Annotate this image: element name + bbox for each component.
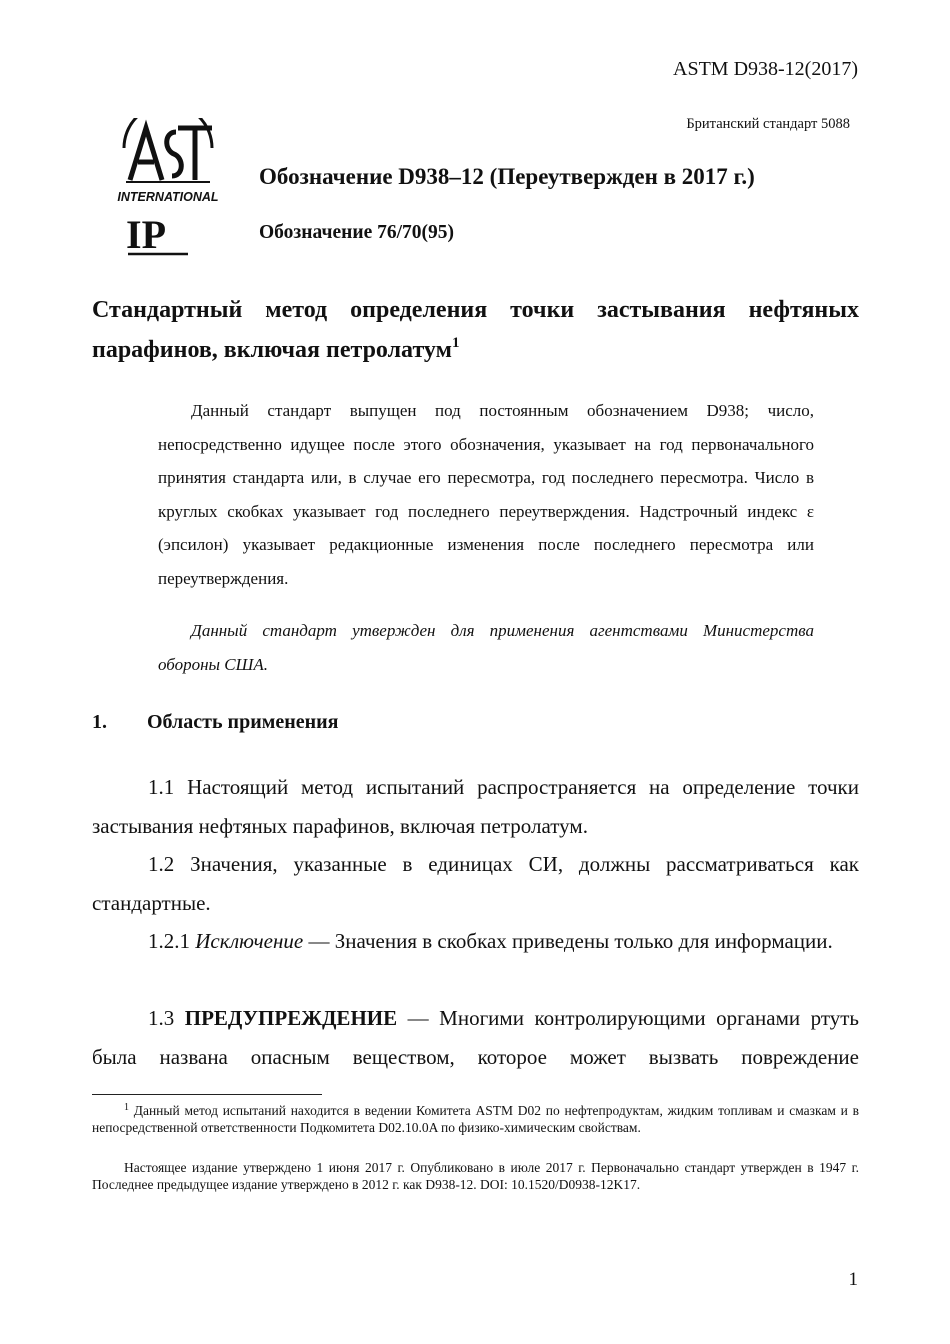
logo-ip-text: IP [126,214,166,257]
footnote-text: Данный метод испытаний находится в ведении Комитета ASTM D02 по нефтепродуктам, жидким топливам и смазкам и в непосредственной ответственности Подкомитета D02.10.0A по физико-химическим свойствам. [92,1103,859,1135]
exception-label: Исключение [195,929,304,953]
footnote-1 [92,1102,859,1136]
paragraph-number: 1.2.1 [148,929,196,953]
footnote-edition: Настоящее издание утверждено 1 июня 2017 г. Опубликовано в июле 2017 г. Первоначально стандарт утвержден в 1947 г. Последнее предыдущее издание утверждено в 2012 г. как D938-12. DOI: 10.1520/D0938-12K17. [92,1160,859,1192]
designation-ip: Обозначение 76/70(95) [259,222,455,243]
document-title-text: Стандартный метод определения точки застывания нефтяных парафинов, включая петролатум [92,297,859,363]
british-standard-reference: Британский стандарт 5088 [686,116,850,132]
astm-international-logo [116,118,220,210]
standard-code: ASTM D938-12(2017) [673,58,858,80]
section-title: Область применения [147,711,339,733]
section-number: 1. [92,711,107,733]
footnote-divider [92,1094,322,1095]
footnote-mark: 1 [124,1102,129,1113]
paragraph-1-3 [92,999,859,1076]
document-title [92,290,859,370]
ip-logo [124,214,194,260]
title-footnote-ref[interactable]: 1 [451,335,460,351]
logo-international-text: INTERNATIONAL [117,190,219,204]
dod-approval-note: Данный стандарт утвержден для применения агентствами Министерства обороны США. [158,621,814,674]
paragraph-text: — Многими контролирующими органами ртуть была названа опасным веществом, которое может вызвать повреждение [92,1006,859,1069]
paragraph-1-1: 1.1 Настоящий метод испытаний распространяется на определение точки застывания нефтяных парафинов, включая петролатум. [92,775,859,838]
designation: Обозначение D938–12 (Переутвержден в 2017 г.) [259,164,755,189]
paragraph-number: 1.3 [148,1006,185,1030]
issuance-note: Данный стандарт выпущен под постоянным обозначением D938; число, непосредственно идущее после этого обозначения, указывает на год первоначального принятия стандарта или, в случае его пересмотра, год последнего пересмотра. Число в круглых скобках указывает год последнего переутверждения. Надстрочный индекс ε (эпсилон) указывает редакционные изменения после последнего пересмотра или переутверждения. [158,401,814,588]
warning-label: ПРЕДУПРЕЖДЕНИЕ [184,1006,398,1030]
page-number: 1 [848,1269,858,1290]
paragraph-1-2-1 [92,922,859,961]
paragraph-text: — Значения в скобках приведены только для информации. [303,929,833,953]
paragraph-1-2: 1.2 Значения, указанные в единицах СИ, должны рассматриваться как стандартные. [92,852,859,915]
